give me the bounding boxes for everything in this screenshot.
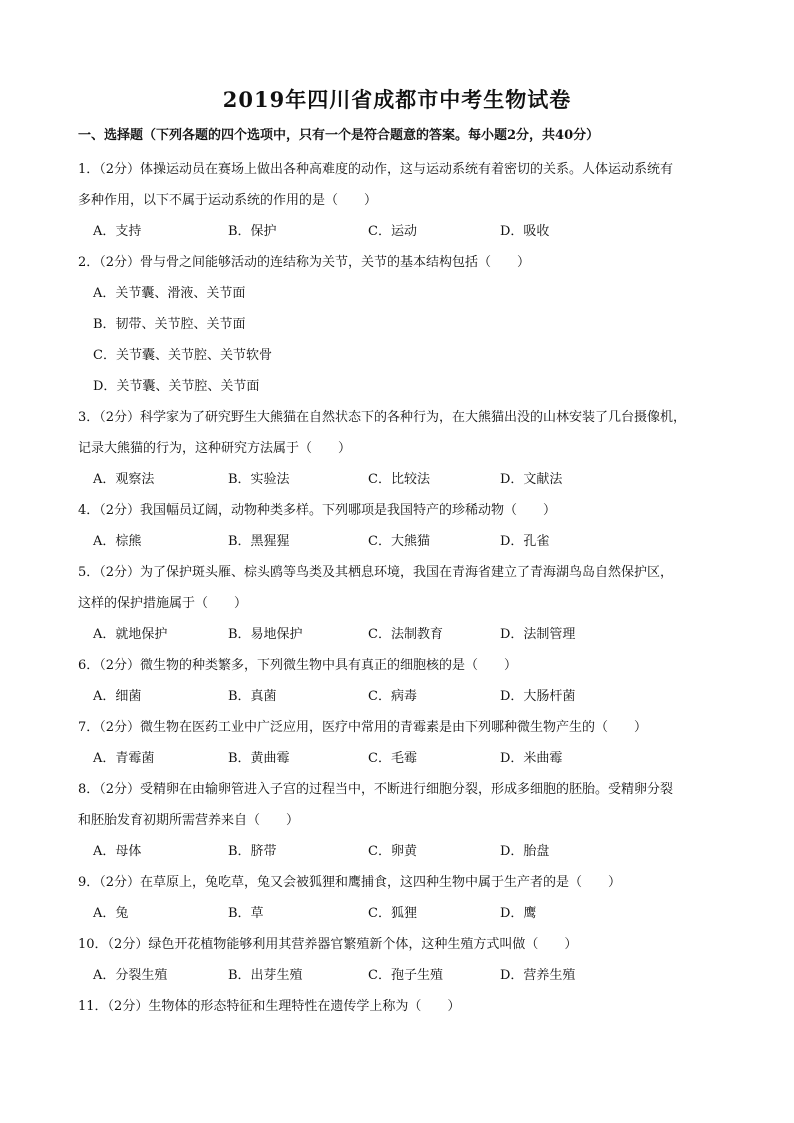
question-stem-line: 11．（2分）生物体的形态特征和生理特性在遗传学上称为（ ） [78,999,461,1014]
question-6 [78,650,728,712]
answer-options-row [78,743,728,774]
answer-option: C．狐狸 [368,906,417,921]
answer-option: A．兔 [93,906,129,921]
question-stem-line: 5．（2分）为了保护斑头雁、棕头鸥等鸟类及其栖息环境，我国在青海省建立了青海湖鸟岛自然保护区， [78,565,674,580]
answer-options-row [78,619,728,650]
question-10 [78,929,728,991]
answer-option: D．米曲霉 [500,751,563,766]
question-stem-line: 3．（2分）科学家为了研究野生大熊猫在自然状态下的各种行为，在大熊猫出没的山林安装了几台摄像机， [78,410,687,425]
question-stem-line: 和胚胎发育初期所需营养来自（ ） [78,813,300,828]
answer-option: B．黑猩猩 [228,534,290,549]
answer-option: D．关节囊、关节腔、关节面 [93,379,260,394]
question-stem-line: 8．（2分）受精卵在由输卵管进入子宫的过程当中，不断进行细胞分裂，形成多细胞的胚胎。受精卵分裂 [78,782,674,797]
answer-option: B．实验法 [228,472,290,487]
answer-option: A．就地保护 [93,627,168,642]
answer-option: A．细菌 [93,689,142,704]
answer-option: B．出芽生殖 [228,968,303,983]
question-list [78,154,728,1022]
answer-option: A．青霉菌 [93,751,155,766]
answer-option: D．鹰 [500,906,537,921]
question-stem-line: 2．（2分）骨与骨之间能够活动的连结称为关节，关节的基本结构包括（ ） [78,255,531,270]
answer-option: B．保护 [228,224,277,239]
answer-options-row [78,898,728,929]
answer-options-row [78,960,728,991]
question-stem-line: 10．（2分）绿色开花植物能够利用其营养器官繁殖新个体，这种生殖方式叫做（ ） [78,937,578,952]
answer-options-row [78,681,728,712]
answer-option: B．真菌 [228,689,277,704]
answer-option: C．病毒 [368,689,417,704]
question-3 [78,402,728,495]
question-stem-line: 7．（2分）微生物在医药工业中广泛应用，医疗中常用的青霉素是由下列哪种微生物产生的（ ） [78,720,648,735]
answer-option: D．孔雀 [500,534,550,549]
answer-option: A．关节囊、滑液、关节面 [93,286,246,301]
question-7 [78,712,728,774]
page-title: 2019年四川省成都市中考生物试卷 [222,87,572,112]
question-stem-line: 多种作用，以下不属于运动系统的作用的是（ ） [78,193,378,208]
answer-option: D．文献法 [500,472,563,487]
question-4 [78,495,728,557]
answer-option: B．易地保护 [228,627,303,642]
answer-options-row [78,526,728,557]
answer-options-row [78,464,728,495]
answer-options-row [78,216,728,247]
answer-option: C．毛霉 [368,751,417,766]
answer-option: A．分裂生殖 [93,968,168,983]
answer-option: D．胎盘 [500,844,550,859]
answer-option: D．大肠杆菌 [500,689,576,704]
answer-options-row [78,836,728,867]
answer-option: C．运动 [368,224,417,239]
question-1 [78,154,728,247]
answer-option: D．吸收 [500,224,550,239]
question-11 [78,991,728,1022]
answer-option: D．营养生殖 [500,968,576,983]
answer-option: A．观察法 [93,472,155,487]
question-stem-line: 1．（2分）体操运动员在赛场上做出各种高难度的动作，这与运动系统有着密切的关系。人体运动系统有 [78,162,674,177]
question-stem-line: 记录大熊猫的行为，这种研究方法属于（ ） [78,441,352,456]
answer-option: A．支持 [93,224,142,239]
question-stem-line: 4．（2分）我国幅员辽阔，动物种类多样。下列哪项是我国特产的珍稀动物（ ） [78,503,557,518]
answer-option: C．法制教育 [368,627,443,642]
question-9 [78,867,728,929]
answer-option: C．大熊猫 [368,534,430,549]
answer-option: D．法制管理 [500,627,576,642]
answer-option: C．卵黄 [368,844,417,859]
answer-option: B．韧带、关节腔、关节面 [93,317,246,332]
answer-option: B．黄曲霉 [228,751,290,766]
question-2 [78,247,728,402]
question-8 [78,774,728,867]
question-stem-line: 9．（2分）在草原上，兔吃草，兔又会被狐狸和鹰捕食，这四种生物中属于生产者的是（ ） [78,875,622,890]
answer-option: C．比较法 [368,472,430,487]
section-heading: 一、选择题（下列各题的四个选项中，只有一个是符合题意的答案。每小题2分，共40分） [78,128,600,143]
question-stem-line: 这样的保护措施属于（ ） [78,596,248,611]
answer-option: A．棕熊 [93,534,142,549]
answer-option: A．母体 [93,844,142,859]
answer-option: B．脐带 [228,844,277,859]
answer-option: C．孢子生殖 [368,968,443,983]
answer-option: B．草 [228,906,264,921]
question-5 [78,557,728,650]
answer-option: C．关节囊、关节腔、关节软骨 [93,348,272,363]
question-stem-line: 6．（2分）微生物的种类繁多，下列微生物中具有真正的细胞核的是（ ） [78,658,518,673]
